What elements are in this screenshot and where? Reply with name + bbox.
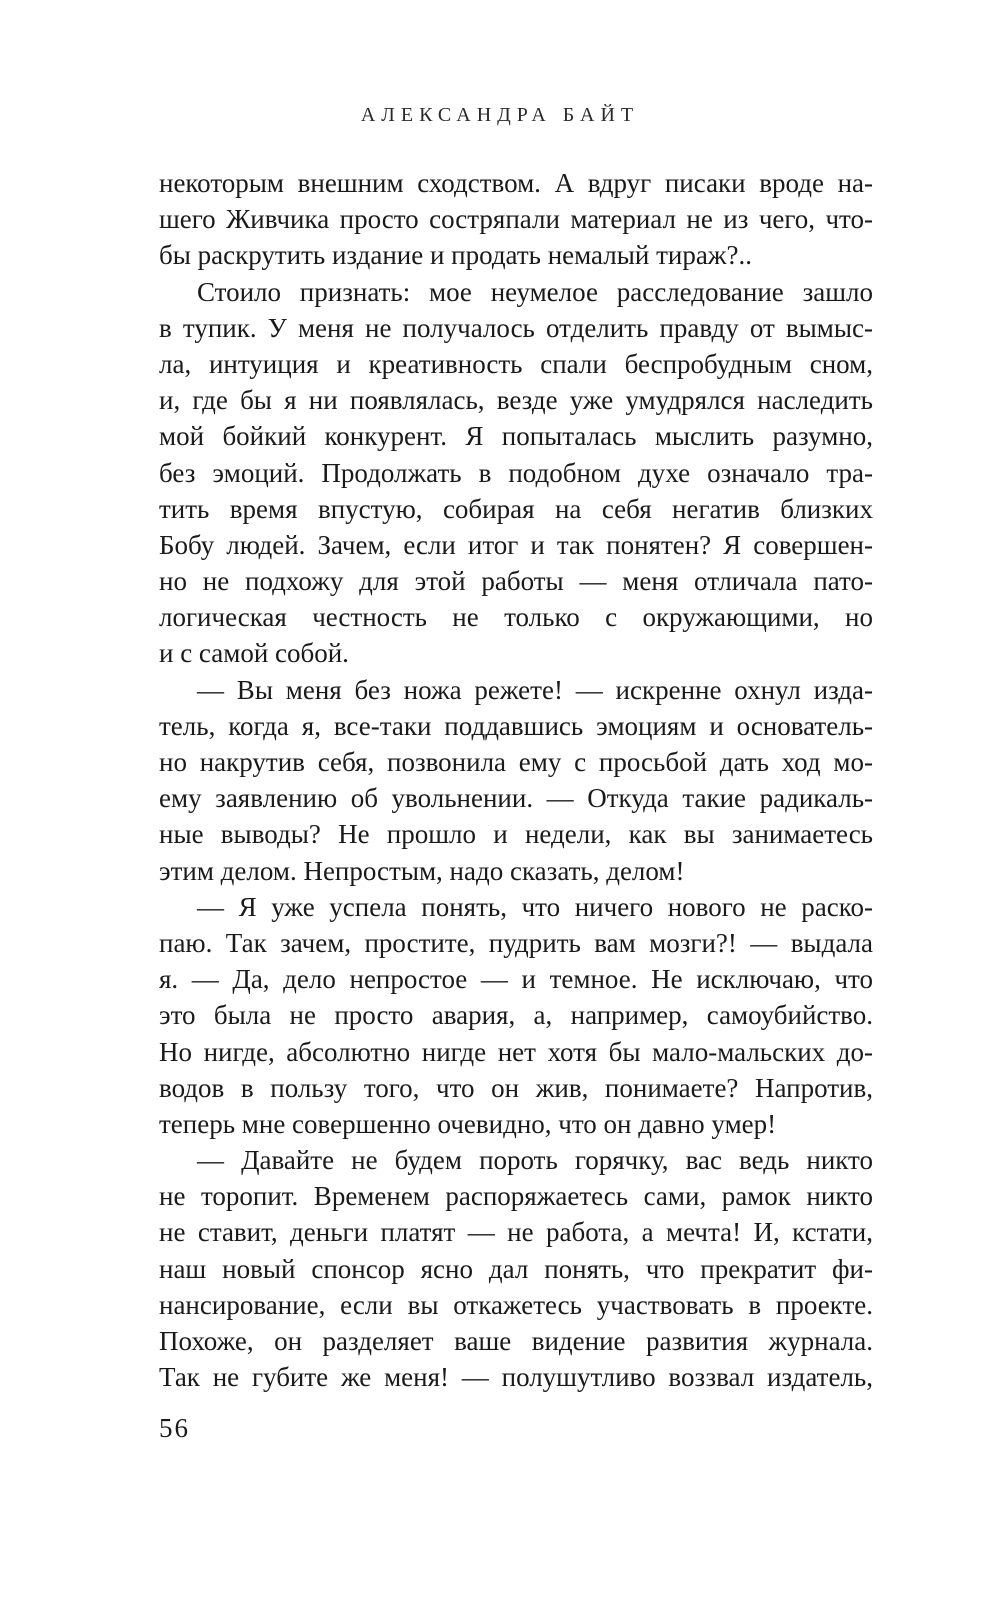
text-line: и, где бы я ни появлялась, везде уже умудрялся наследить <box>159 385 873 416</box>
text-line: — Давайте не будем пороть горячку, вас ведь никто <box>197 1145 873 1176</box>
text-line: шего Живчика просто состряпали материал не из чего, что- <box>159 204 873 235</box>
text-line: тить время впустую, собирая на себя негатив близких <box>159 493 873 524</box>
text-line: ные выводы? Не прошло и недели, как вы занимаетесь <box>159 819 873 850</box>
text-line: ему заявлению об увольнении. — Откуда такие радикаль- <box>159 783 873 814</box>
text-line: бы раскрутить издание и продать немалый тираж?.. <box>159 240 752 271</box>
text-line: — Я уже успела понять, что ничего нового не раско- <box>197 891 873 922</box>
page-number: 56 <box>159 1413 190 1443</box>
text-line: — Вы меня без ножа режете! — искренне охнул изда- <box>197 674 873 705</box>
text-line: я. — Да, дело непростое — и темное. Не исключаю, что <box>159 964 873 995</box>
text-line: но накрутив себя, позвонила ему с просьбой дать ход мо- <box>159 747 873 777</box>
running-head-author: АЛЕКСАНДРА БАЙТ <box>360 104 640 126</box>
text-line: некоторым внешним сходством. А вдруг писаки вроде на- <box>159 168 873 198</box>
text-line: и с самой собой. <box>159 638 349 669</box>
text-line: Так не губите же меня! — полушутливо воззвал издатель, <box>159 1362 873 1393</box>
text-line: паю. Так зачем, простите, пудрить вам мозги?! — выдала <box>159 927 873 958</box>
text-line: нансирование, если вы откажетесь участвовать в проекте. <box>159 1289 873 1320</box>
text-line: логическая честность не только с окружающими, но <box>159 602 873 633</box>
text-line: Бобу людей. Зачем, если итог и так понятен? Я совершен- <box>159 529 873 560</box>
body-text <box>159 165 873 1395</box>
text-line: Но нигде, абсолютно нигде нет хотя бы мало-мальских до- <box>159 1036 873 1067</box>
text-line: ла, интуиция и креативность спали беспробудным сном, <box>159 348 873 379</box>
text-line: но не подхожу для этой работы — меня отличала пато- <box>159 566 873 597</box>
text-line: не ставит, деньги платят — не работа, а мечта! И, кстати, <box>159 1217 873 1248</box>
text-line: тель, когда я, все-таки поддавшись эмоциям и основатель- <box>159 710 873 741</box>
text-line: мой бойкий конкурент. Я попыталась мыслить разумно, <box>159 421 873 452</box>
text-line: не торопит. Временем распоряжаетесь сами, рамок никто <box>159 1181 873 1212</box>
text-line: в тупик. У меня не получалось отделить правду от вымыс- <box>159 312 873 343</box>
text-line: без эмоций. Продолжать в подобном духе означало тра- <box>159 457 873 488</box>
text-line: это была не просто авария, а, например, самоубийство. <box>159 1000 873 1031</box>
text-line: этим делом. Непростым, надо сказать, делом! <box>159 855 685 886</box>
text-line: наш новый спонсор ясно дал понять, что прекратит фи- <box>159 1253 873 1284</box>
text-line: Похоже, он разделяет ваше видение развития журнала. <box>159 1326 873 1356</box>
text-line: теперь мне совершенно очевидно, что он давно умер! <box>159 1108 777 1139</box>
text-line: водов в пользу того, что он жив, понимаете? Напротив, <box>159 1072 873 1103</box>
text-line: Стоило признать: мое неумелое расследование зашло <box>197 276 873 307</box>
